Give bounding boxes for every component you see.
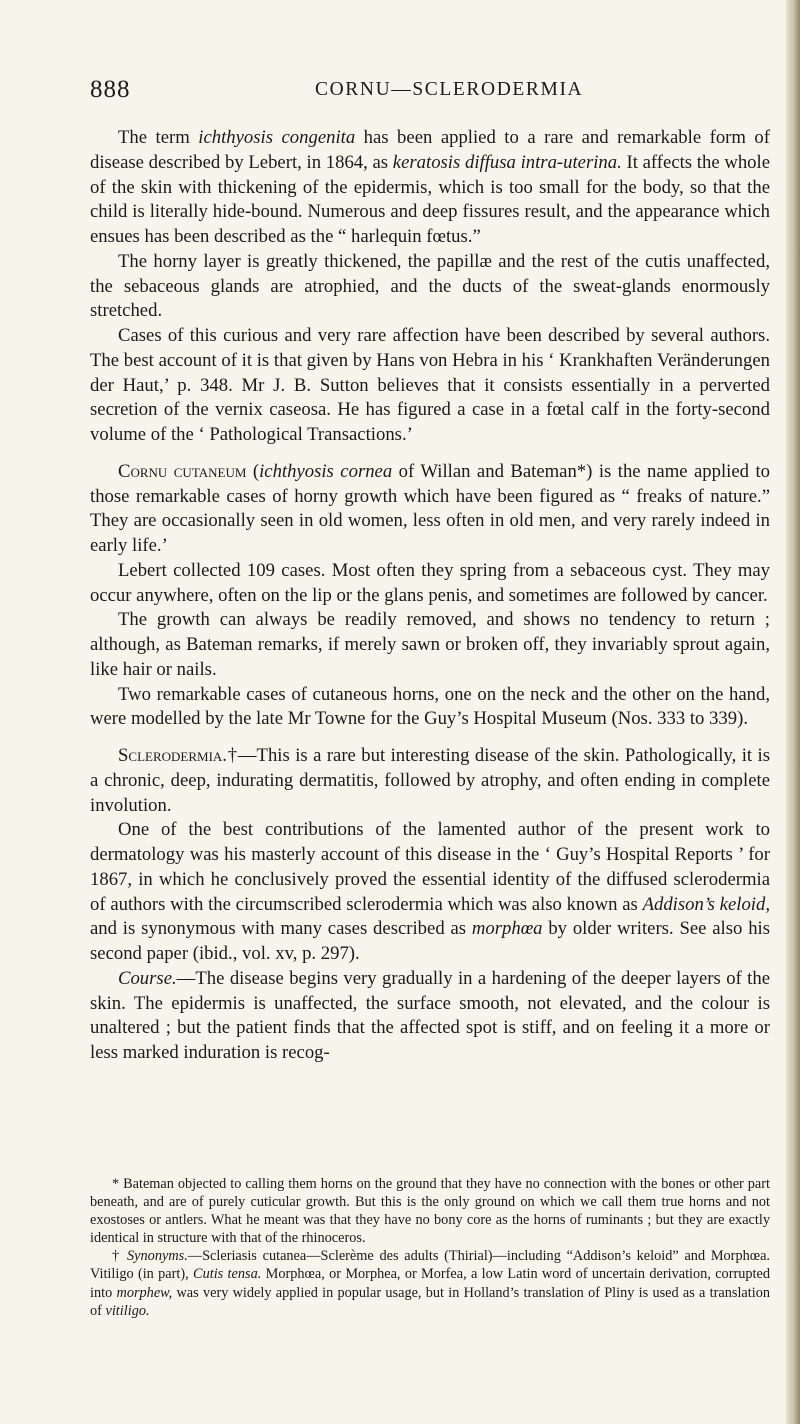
paragraph-9 — [90, 818, 770, 967]
text-run: was very widely applied in popular usage, but in Holland’s translation of Pliny is used as a translation of — [90, 1284, 770, 1319]
text-run: †—This is a rare but interesting disease of the skin. Pathologically, it is a chronic, deep, indurating dermatitis, followed by atrophy, and often ending in complete involution. — [90, 745, 770, 816]
paragraph-8 — [90, 744, 770, 818]
paragraph-4 — [90, 460, 770, 559]
text-run: * Bateman objected to calling them horns on the ground that they have no connection with the bones or other part beneath, and are of purely cuticular growth. But this is the only ground on which we call them true horns and not exostoses or antlers. What he meant was that they have no bony core as the horns of ruminants ; but they are exactly identical in structure with that of the rhinoceros. — [90, 1176, 770, 1247]
footnote-1 — [90, 1175, 770, 1247]
page-number: 888 — [90, 76, 131, 103]
footnote-2 — [90, 1247, 770, 1319]
paragraph-6 — [90, 608, 770, 682]
footnotes — [90, 1175, 770, 1320]
text-run: vitiligo. — [105, 1302, 150, 1319]
paragraph-5 — [90, 559, 770, 609]
text-run: ichthyosis cornea — [259, 460, 393, 482]
text-run: One of the best contributions of the lamented author of the present work to dermatology was his masterly account of this disease in the ‘ Guy’s Hospital Reports ’ for 1867, in which he conclusively proved the essential identity of the diffused sclerodermia of authors with the circumscribed sclerodermia which was also known as — [90, 819, 770, 915]
paragraph-1 — [90, 126, 770, 250]
text-run: ichthyosis congenita — [198, 127, 356, 148]
text-run: It affects the whole of the skin with thickening of the epidermis, which is too small for the body, so that the child is literally hide-bound. Numerous and deep fissures result, and the appearance which ensues has been described as the “ harlequin fœtus.” — [90, 151, 770, 247]
text-run: and is synonymous with many cases described as — [90, 918, 472, 940]
text-run: ( — [246, 460, 260, 482]
text-run: morphew, — [116, 1284, 173, 1301]
text-run: Cornu cutaneum — [118, 460, 247, 482]
text-run: † — [112, 1248, 128, 1265]
text-run: Course. — [118, 967, 177, 989]
text-run: Lebert collected 109 cases. Most often they spring from a sebaceous cyst. They may occur anywhere, often on the lip or the glans penis, and sometimes are followed by cancer. — [90, 559, 770, 606]
text-run: keratosis diffusa intra-uterina. — [392, 151, 622, 173]
text-run: —Scleriasis cutanea—Sclerème des adults (Thirial)—including “Addison’s keloid” and Morphœa. Vitiligo (in part), — [90, 1248, 770, 1283]
paragraph-7 — [90, 683, 770, 733]
text-run: of Willan and Bateman*) is the name applied to those remarkable cases of horny growth which have been figured as “ freaks of nature.” They are occasionally seen in old women, less often in old men, and very rarely indeed in early life.’ — [90, 460, 770, 556]
text-run: The growth can always be readily removed, and shows no tendency to return ; although, as Bateman remarks, if merely sawn or broken off, they invariably sprout again, like hair or nails. — [90, 609, 770, 680]
text-run: has been applied to a rare and remarkable form of disease described by Lebert, in 1864, as — [90, 127, 770, 173]
text-run: Synonyms. — [127, 1248, 188, 1265]
paragraph-2 — [90, 250, 770, 324]
text-run: Morphœa, or Morphea, or Morfea, a low Latin word of uncertain derivation, corrupted into — [90, 1266, 770, 1301]
running-head: CORNU—SCLERODERMIA — [315, 79, 584, 100]
text-run: morphœa — [471, 918, 543, 940]
text-run: Addison’s keloid, — [642, 893, 771, 915]
paragraph-3 — [90, 324, 770, 448]
text-run: Sclerodermia. — [118, 745, 227, 766]
text-run: Two remarkable cases of cutaneous horns, one on the neck and the other on the hand, were modelled by the late Mr Towne for the Guy’s Hospital Museum (Nos. 333 to 339). — [90, 683, 770, 730]
text-run: by older writers. See also his second paper (ibid., vol. xv, p. 297). — [90, 918, 770, 964]
page-header — [90, 76, 770, 106]
text-run: The term — [118, 127, 199, 148]
text-run: —The disease begins very gradually in a hardening of the deeper layers of the skin. The epidermis is unaffected, the surface smooth, not elevated, and the colour is unaltered ; but the patient finds that the affected spot is stiff, and on feeling it a more or less marked induration is recog- — [90, 967, 770, 1063]
page-edge-shadow — [786, 0, 800, 1424]
body-text — [90, 126, 770, 1066]
text-run: The horny layer is greatly thickened, the papillæ and the rest of the cutis unaffected, the sebaceous glands are atrophied, and the ducts of the sweat-glands enormously stretched. — [90, 250, 770, 322]
paragraph-10 — [90, 967, 770, 1066]
text-run: Cutis tensa. — [193, 1266, 262, 1283]
text-run: Cases of this curious and very rare affection have been described by several authors. The best account of it is that given by Hans von Hebra in his ‘ Krankhaften Veränderungen der Haut,’ p. 348. Mr J. B. Sutton believes that it consists essentially in a perverted secretion of the vernix caseosa. He has figured a case in a fœtal calf in the forty-second volume of the ‘ Pathological Transactions.’ — [90, 325, 770, 445]
